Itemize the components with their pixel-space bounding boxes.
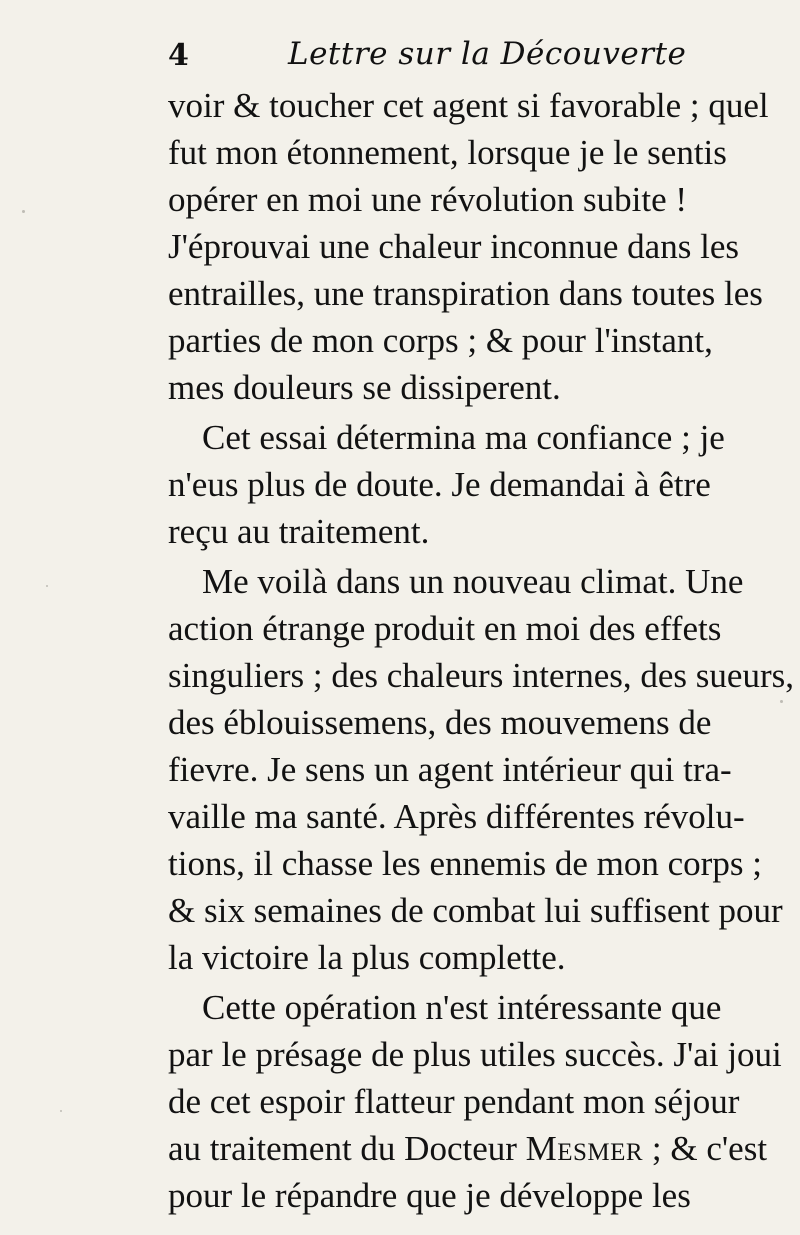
text-line: des éblouissemens, des mouvemens de: [168, 703, 712, 742]
paper-speck: [22, 210, 25, 213]
text-line: opérer en moi une révolution subite !: [168, 180, 688, 219]
body-text: [168, 82, 794, 1219]
text-line: vaille ma santé. Après différentes révolu-: [168, 797, 745, 836]
text-line: de cet espoir flatteur pendant mon séjour: [168, 1082, 740, 1121]
text-line: entrailles, une transpiration dans toutes les: [168, 274, 763, 313]
text-line: & six semaines de combat lui suffisent pour: [168, 891, 783, 930]
page-number: 4: [168, 38, 189, 73]
paper-speck: [46, 585, 48, 587]
paragraph: [168, 984, 782, 1219]
paragraph: [168, 558, 794, 981]
text-line: J'éprouvai une chaleur inconnue dans les: [168, 227, 739, 266]
paragraph: [168, 414, 758, 555]
text-line: singuliers ; des chaleurs internes, des sueurs,: [168, 656, 794, 695]
running-title: Lettre sur la Découverte: [288, 36, 687, 72]
text-line: fievre. Je sens un agent intérieur qui tra-: [168, 750, 732, 789]
paper-speck: [60, 1110, 62, 1112]
text-line: la victoire la plus complette.: [168, 938, 566, 977]
text-line: Me voilà dans un nouveau climat. Une: [202, 562, 744, 601]
text-line: voir & toucher cet agent si favorable ; quel: [168, 86, 769, 125]
small-caps-name: Mesmer: [525, 1129, 644, 1168]
text-line: reçu au traitement.: [168, 512, 430, 551]
page-header: [168, 36, 760, 80]
text-line: action étrange produit en moi des effets: [168, 609, 722, 648]
text-line: parties de mon corps ; & pour l'instant,: [168, 321, 713, 360]
text-line: au traitement du Docteur Mesmer ; & c'est: [168, 1129, 768, 1168]
paragraph: [168, 82, 769, 411]
text-line: n'eus plus de doute. Je demandai à être: [168, 465, 711, 504]
text-line: par le présage de plus utiles succès. J'ai joui: [168, 1035, 782, 1074]
text-line: Cette opération n'est intéressante que: [202, 988, 722, 1027]
text-line: mes douleurs se dissiperent.: [168, 368, 561, 407]
text-line: Cet essai détermina ma confiance ; je: [202, 418, 725, 457]
text-line: tions, il chasse les ennemis de mon corps ;: [168, 844, 762, 883]
text-line: pour le répandre que je développe les: [168, 1176, 691, 1215]
text-line: fut mon étonnement, lorsque je le sentis: [168, 133, 727, 172]
paper-speck: [780, 700, 783, 703]
